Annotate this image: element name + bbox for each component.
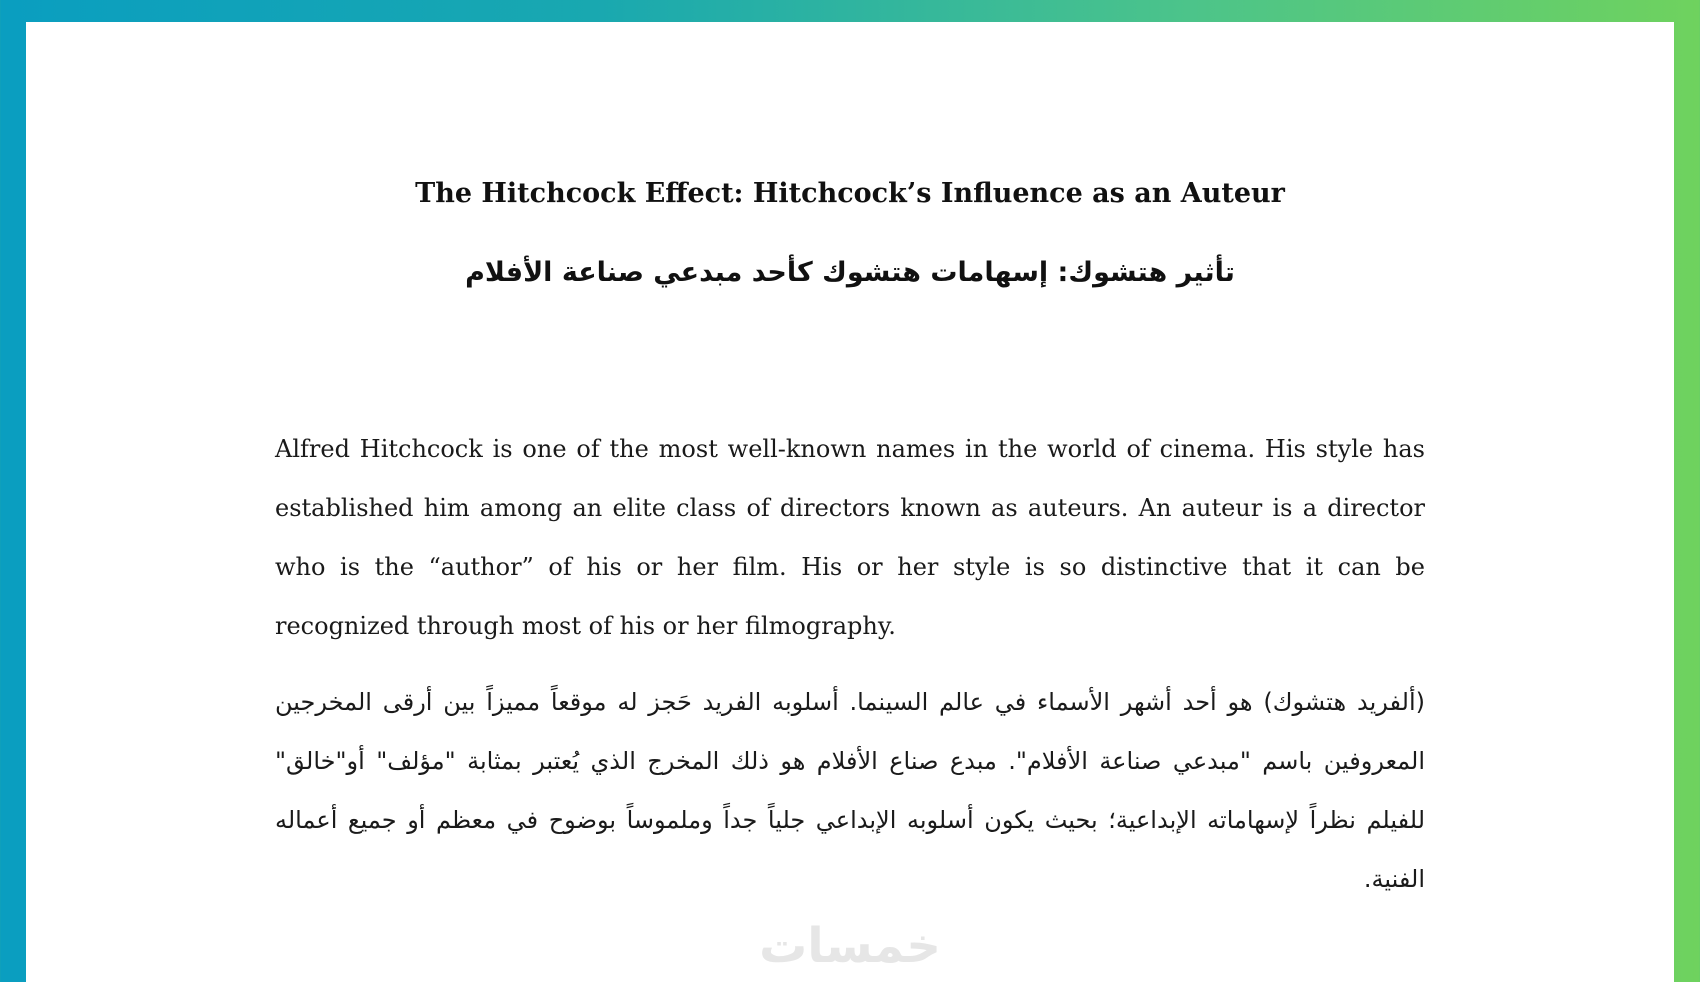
watermark-logo: خمسات bbox=[759, 918, 941, 974]
title-english: The Hitchcock Effect: Hitchcock’s Influence as an Auteur bbox=[415, 178, 1285, 209]
paragraph-english: Alfred Hitchcock is one of the most well-known names in the world of cinema. His style has established him among an elite class of directors known as auteurs. An auteur is a director who is the “author” of his or her film. His or her style is so distinctive that it can be recognized through most of his or her filmography. bbox=[275, 435, 1425, 640]
document-page bbox=[26, 22, 1674, 982]
title-arabic: تأثير هتشوك: إسهامات هتشوك كأحد مبدعي صناعة الأفلام bbox=[465, 257, 1235, 288]
paragraph-arabic: (ألفريد هتشوك) هو أحد أشهر الأسماء في عالم السينما. أسلوبه الفريد حَجز له موقعاً مميزاً بين أرقى المخرجين المعروفين باسم "مبدعي صناعة الأفلام". مبدع صناع الأفلام هو ذلك المخرج الذي يُعتبر بمثابة "مؤلف" أو"خالق" للفيلم نظراً لإسهاماته الإبداعية؛ بحيث يكون أسلوبه الإبداعي جلياً جداً وملموساً بوضوح في معظم أو جميع أعماله الفنية. bbox=[275, 688, 1425, 893]
